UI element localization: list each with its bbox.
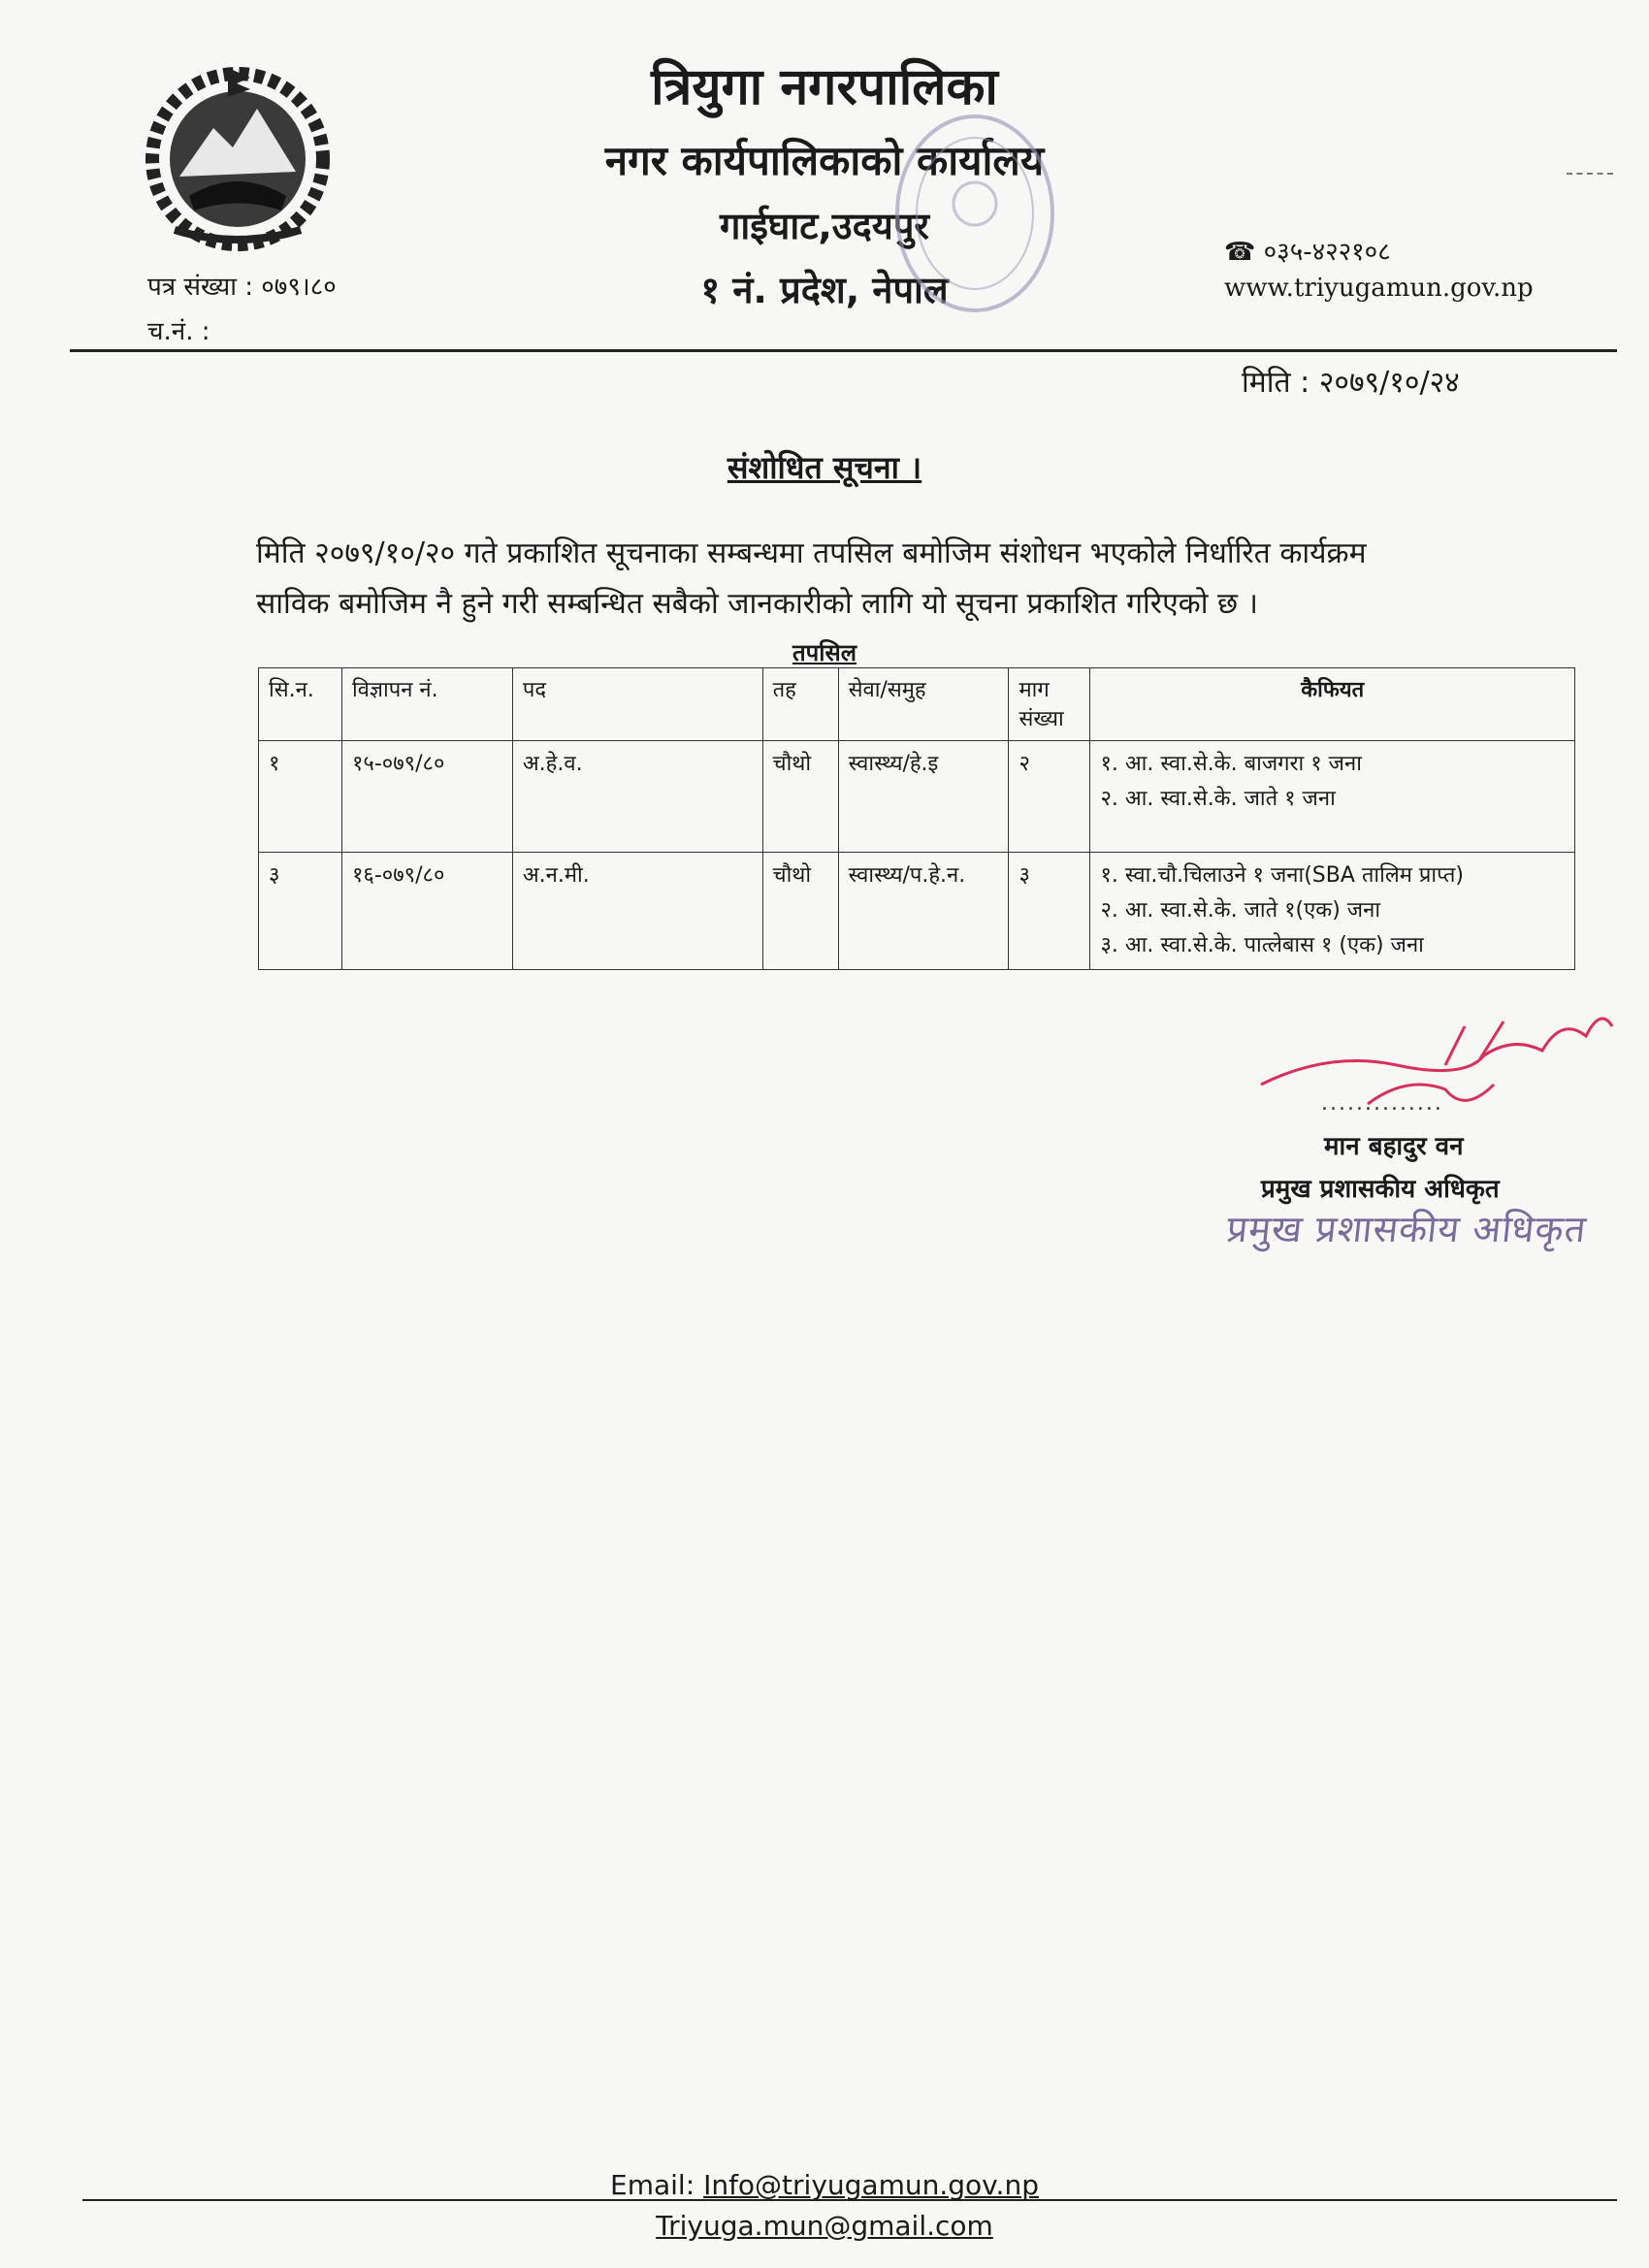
notice-body-line-2: साविक बमोजिम नै हुने गरी सम्बन्धित सबैको जानकारीको लागि यो सूचना प्रकाशित गरिएको छ ।: [256, 587, 1258, 621]
cell-remarks: [1090, 741, 1575, 853]
letter-date: मिति : २०७९/१०/२४: [1242, 366, 1460, 400]
notice-body-line-1: मिति २०७९/१०/२० गते प्रकाशित सूचनाका सम्बन्धमा तपसिल बमोजिम संशोधन भएकोले निर्धारित कार्यक्रम: [256, 536, 1367, 570]
header-divider: [70, 349, 1617, 352]
table-row: [259, 853, 1575, 970]
signatory-designation: प्रमुख प्रशासकीय अधिकृत: [1261, 1175, 1500, 1204]
dispatch-number: च.नं. :: [147, 317, 210, 346]
signatory-name: मान बहादुर वन: [1324, 1132, 1464, 1161]
header-service: सेवा/समुह: [838, 668, 1009, 741]
header-sn: सि.न.: [259, 668, 342, 741]
remarks-line: ३. आ. स्वा.से.के. पात्लेबास १ (एक) जना: [1100, 933, 1424, 957]
letter-number: पत्र संख्या : ०७९।८०: [147, 273, 337, 302]
email-label: Email:: [610, 2169, 704, 2201]
vacancy-table: [258, 667, 1575, 970]
footer-email-line: [0, 2169, 1649, 2201]
header-post: पद: [512, 668, 762, 741]
office-website[interactable]: www.triyugamun.gov.np: [1224, 274, 1534, 303]
decorative-dash: [1567, 173, 1613, 177]
designation-stamp: प्रमुख प्रशासकीय अधिकृत: [1224, 1208, 1589, 1250]
office-round-stamp-icon: [878, 97, 1072, 359]
header-remarks: कैफियत: [1090, 668, 1575, 741]
cell-post: अ.न.मी.: [512, 853, 762, 970]
notice-title: संशोधित सूचना ।: [727, 449, 922, 486]
office-phone: ☎ ०३५-४२२१०८: [1224, 238, 1391, 267]
cell-adv-no: १५-०७९/८०: [341, 741, 512, 853]
cell-service: स्वास्थ्य/प.हे.न.: [838, 853, 1009, 970]
remarks-line: १. आ. स्वा.से.के. बाजगरा १ जना: [1100, 752, 1362, 776]
office-name: नगर कार्यपालिकाको कार्यालय: [604, 137, 1045, 184]
table-row: [259, 741, 1575, 853]
cell-demand: ३: [1009, 853, 1090, 970]
footer-email-line-2: [0, 2210, 1649, 2242]
remarks-line: २. आ. स्वा.से.के. जाते १(एक) जना: [1100, 898, 1381, 923]
cell-level: चौथो: [762, 741, 838, 853]
remarks-line: २. आ. स्वा.से.के. जाते १ जना: [1100, 787, 1336, 811]
cell-post: अ.हे.व.: [512, 741, 762, 853]
remarks-line: १. स्वा.चौ.चिलाउने १ जना(SBA तालिम प्राप्त): [1100, 863, 1465, 888]
table-caption: तपसिल: [792, 639, 857, 666]
email-link-primary[interactable]: Info@triyugamun.gov.np: [703, 2169, 1039, 2201]
header-level: तह: [762, 668, 838, 741]
signature-line: ..............: [1321, 1091, 1443, 1116]
cell-sn: १: [259, 741, 342, 853]
header-demand: माग संख्या: [1009, 668, 1090, 741]
municipality-name: त्रियुगा नगरपालिका: [651, 58, 998, 116]
office-location: गाईघाट,उदयपुर: [720, 205, 929, 247]
cell-service: स्वास्थ्य/हे.इ: [838, 741, 1009, 853]
table-header-row: [259, 668, 1575, 741]
cell-adv-no: १६-०७९/८०: [341, 853, 512, 970]
header-adv-no: विज्ञापन नं.: [341, 668, 512, 741]
office-province: १ नं. प्रदेश, नेपाल: [700, 269, 949, 311]
cell-level: चौथो: [762, 853, 838, 970]
email-link-secondary[interactable]: Triyuga.mun@gmail.com: [656, 2210, 993, 2242]
cell-remarks: [1090, 853, 1575, 970]
cell-demand: २: [1009, 741, 1090, 853]
cell-sn: ३: [259, 853, 342, 970]
